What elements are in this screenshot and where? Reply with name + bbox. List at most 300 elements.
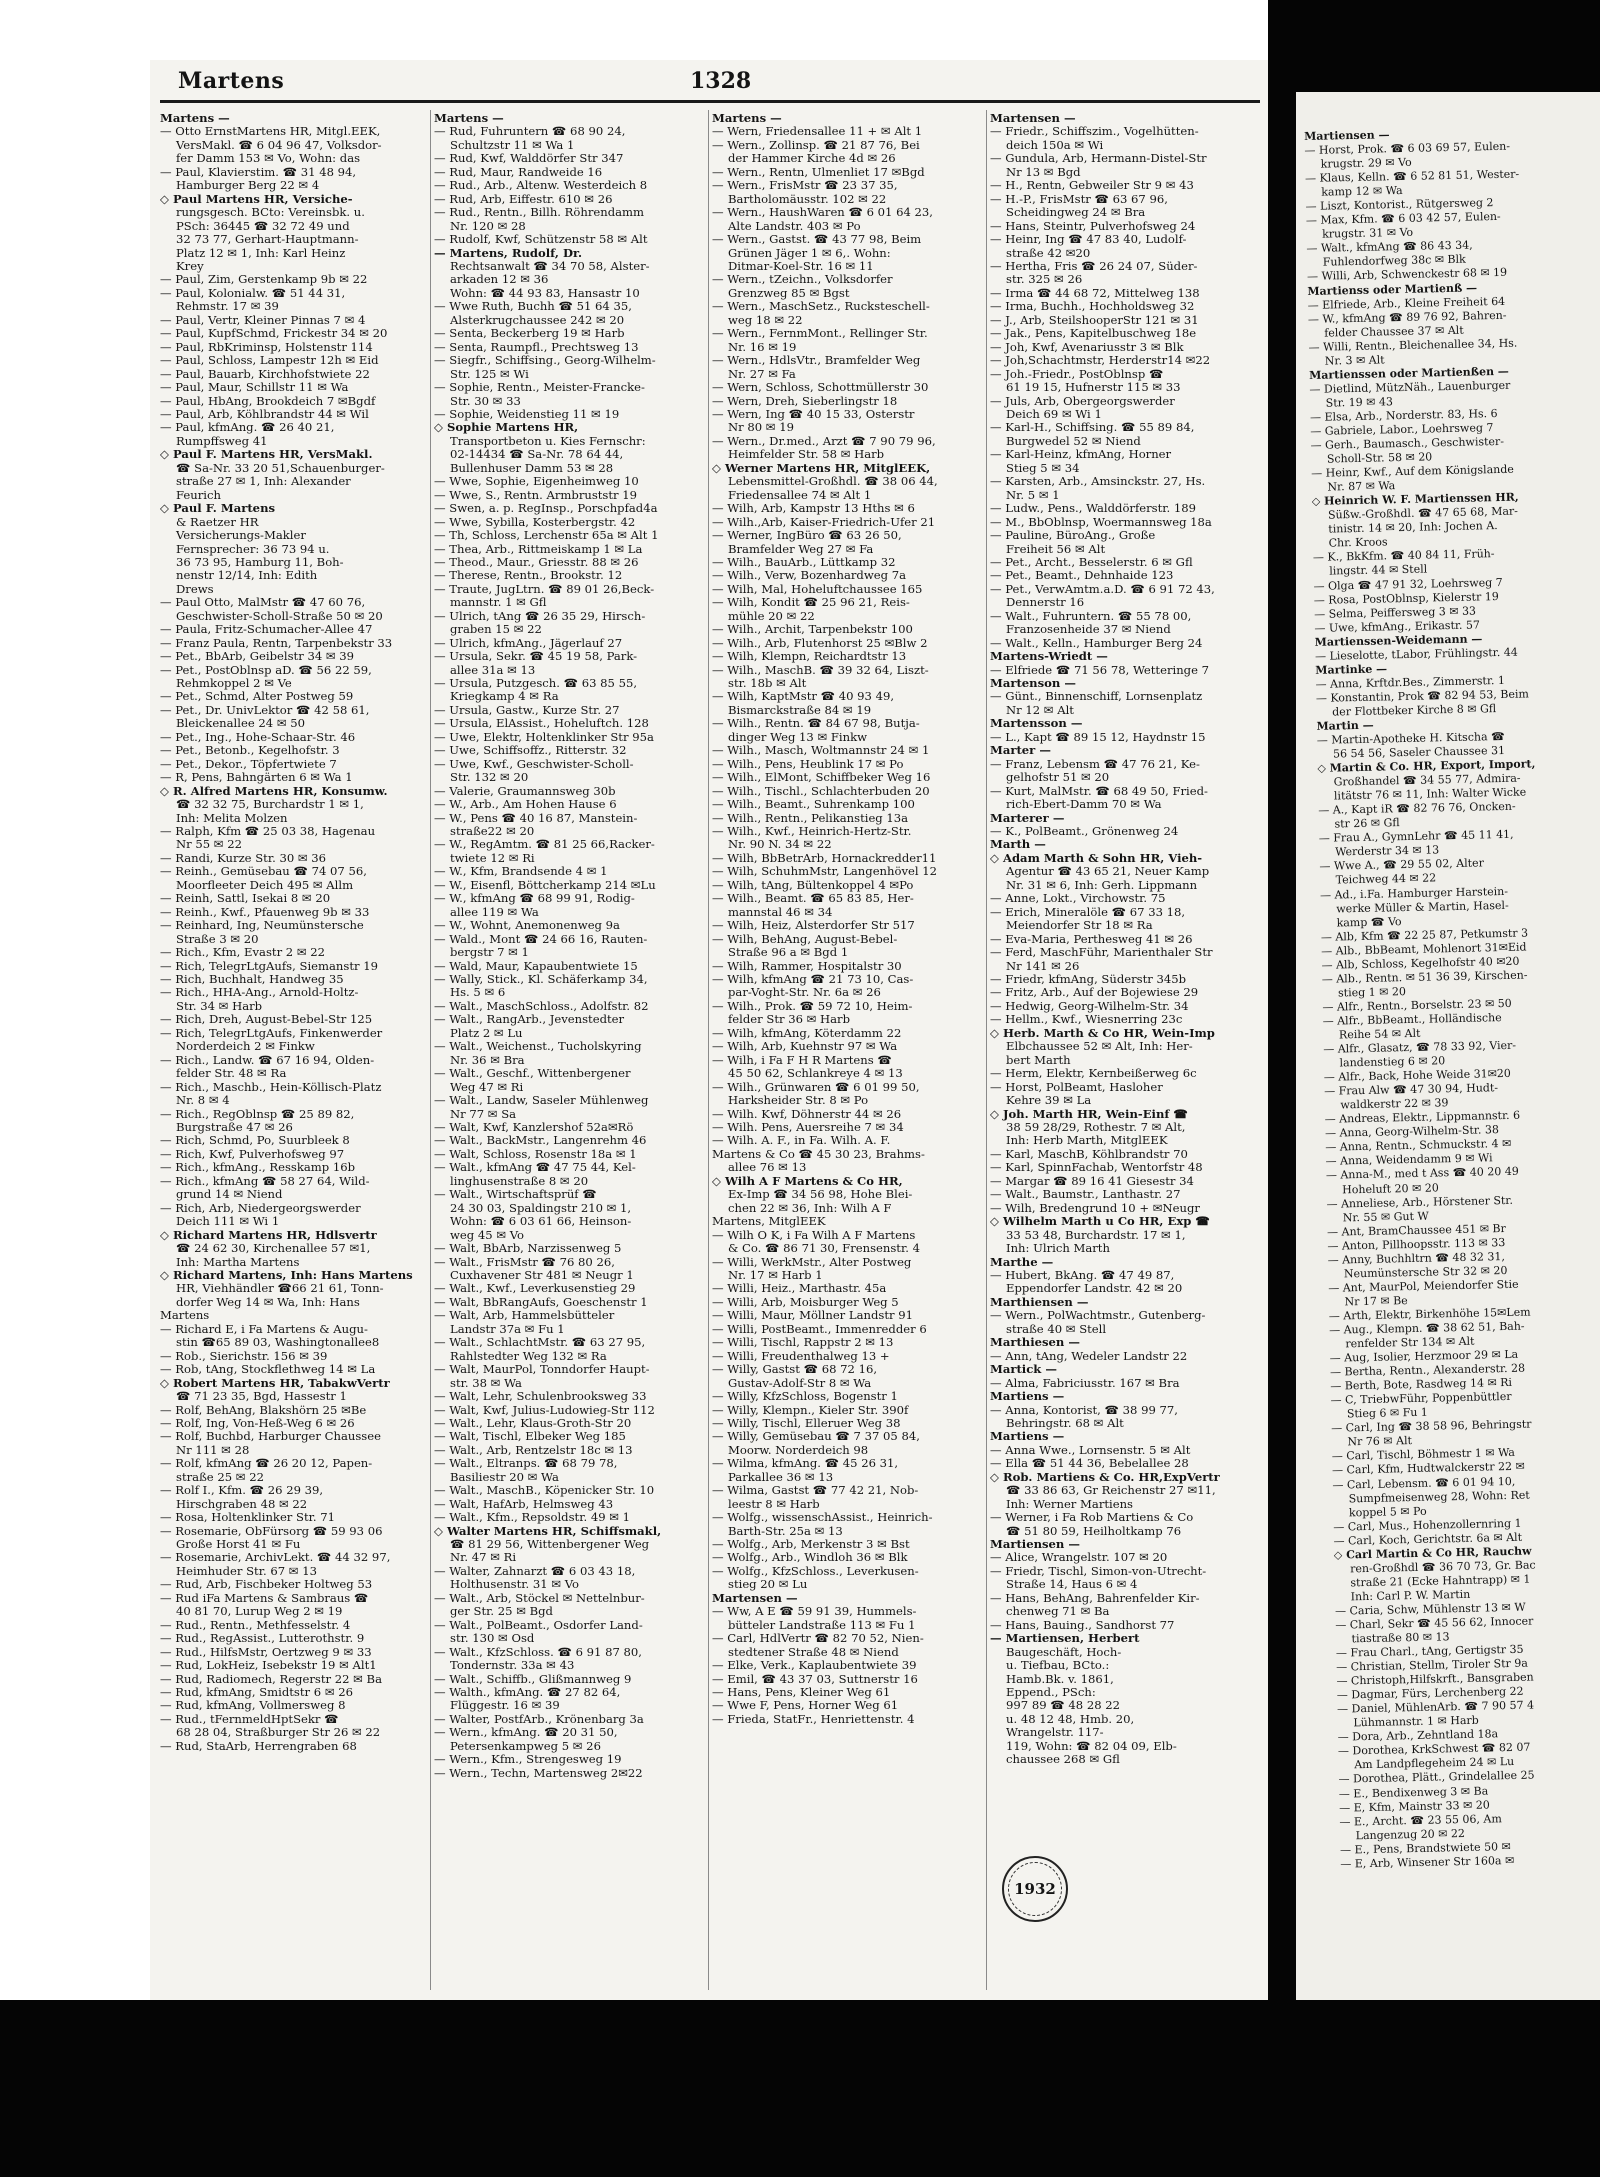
right-page-entry-line: landenstieg 6 ✉ 20	[1339, 1054, 1446, 1070]
directory-entry-line: str. 38 ✉ Wa	[450, 1376, 522, 1390]
right-page-entry-line: — Uwe, kfmAng., Erikastr. 57	[1314, 618, 1481, 635]
directory-entry-line: — Paul, Bauarb, Kirchhofstwiete 22	[160, 367, 370, 381]
directory-entry-line: Gustav-Adolf-Str 8 ✉ Wa	[728, 1376, 872, 1390]
right-page-entry-line: Martienssen oder Martienßen —	[1309, 364, 1509, 382]
directory-entry-line: Nr. 5 ✉ 1	[1006, 488, 1060, 502]
directory-entry-line: — Traute, JugLtrn. ☎ 89 01 26,Beck-	[434, 582, 655, 596]
directory-entry-line: — Karl-H., Schiffsing. ☎ 55 89 84,	[990, 421, 1195, 435]
right-page-entry-line: lingstr. 44 ✉ Stell	[1329, 562, 1428, 579]
directory-entry-line: — Rolf, Buchbd, Harburger Chaussee	[160, 1430, 381, 1444]
directory-entry-line: — Walt., BackMstr., Langenrehm 46	[434, 1134, 647, 1148]
directory-entry-line: — Paul, RbKriminsp, Holstenstr 114	[160, 340, 373, 354]
directory-entry-line: — Walt., MaschB., Köpenicker Str. 10	[434, 1484, 655, 1498]
directory-entry-line: — Walt, Arb, Hammelsbütteler	[434, 1309, 615, 1323]
directory-entry-line: — Pet., Dekor., Töpfertwiete 7	[160, 757, 337, 771]
directory-entry-line: — Wilh O K, i Fa Wilh A F Martens	[712, 1228, 916, 1242]
directory-entry-line: — Wern, Schloss, Schottmüllerstr 30	[712, 381, 929, 395]
directory-entry-line: — Hertha, Fris ☎ 26 24 07, Süder-	[990, 259, 1198, 273]
right-page-entry-line: Martienssen-Weidemann —	[1314, 632, 1483, 649]
right-page-entry-line: — Ant, MaurPol, Meiendorfer Stie	[1328, 1277, 1519, 1295]
directory-entry-line: — Joh,Schachtmstr, Herderstr14 ✉22	[990, 354, 1211, 368]
directory-entry-line: weg 45 ✉ Vo	[450, 1228, 525, 1242]
right-page-entry-line: — Martin-Apotheke H. Kitscha ☎	[1316, 729, 1505, 747]
right-page-entry-line: Chr. Kroos	[1328, 535, 1388, 550]
directory-entry-line: ☎ 71 23 35, Bgd, Hassestr 1	[176, 1390, 347, 1404]
directory-entry-line: Hirschgraben 48 ✉ 22	[176, 1497, 308, 1511]
directory-entry-line: — Paul, Kolonialw. ☎ 51 44 31,	[160, 286, 346, 300]
directory-entry-line: — L., Kapt ☎ 89 15 12, Haydnstr 15	[990, 730, 1206, 744]
directory-entry-line: ☎ 33 86 63, Gr Reichenstr 27 ✉11,	[1006, 1484, 1216, 1498]
directory-entry-line: — Wald., Mont ☎ 24 66 16, Rauten-	[434, 932, 648, 946]
directory-entry-line: — Walt., Arb, Stöckel ✉ Nettelnbur-	[434, 1591, 645, 1605]
directory-entry-line: Harksheider Str. 8 ✉ Po	[728, 1094, 869, 1108]
directory-entry-line: ◇ Richard Martens HR, Hdlsvertr	[160, 1228, 377, 1242]
right-page-entry-line: — Charl, Sekr ☎ 45 56 62, Innocer	[1335, 1614, 1534, 1632]
directory-entry-line: — R, Pens, Bahngärten 6 ✉ Wa 1	[160, 771, 353, 785]
directory-entry-line: — Wilh, Rammer, Hospitalstr 30	[712, 959, 902, 973]
directory-entry-line: Geschwister-Scholl-Straße 50 ✉ 20	[176, 609, 383, 623]
directory-entry-line: Inh: Melita Molzen	[176, 811, 288, 825]
right-page-entry-line: — Frau A., GymnLehr ☎ 45 11 41,	[1318, 828, 1514, 846]
directory-entry-line: — Walt., Lehr, Klaus-Groth-Str 20	[434, 1416, 632, 1430]
directory-entry-line: stedtener Straße 48 ✉ Niend	[728, 1645, 899, 1659]
directory-entry-line: Holthusenstr. 31 ✉ Vo	[450, 1578, 580, 1592]
directory-entry-line: — Wern., MaschSetz., Rucksteschell-	[712, 300, 930, 314]
directory-entry-line: — Th, Schloss, Lerchenstr 65a ✉ Alt 1	[434, 529, 659, 543]
right-page-entry-line: Teichweg 44 ✉ 22	[1335, 871, 1437, 887]
directory-entry-line: Grenzweg 85 ✉ Bgst	[728, 286, 850, 300]
directory-entry-line: — Pet., Schmd, Alter Postweg 59	[160, 690, 354, 704]
directory-entry-line: — Rolf, Ing, Von-Heß-Weg 6 ✉ 26	[160, 1416, 355, 1430]
directory-entry-line: — J., Arb, SteilshooperStr 121 ✉ 31	[990, 313, 1199, 327]
directory-entry-line: Straße 14, Haus 6 ✉ 4	[1006, 1578, 1138, 1592]
right-page-entry-line: krugstr. 29 ✉ Vo	[1320, 155, 1412, 171]
directory-entry-line: — Martens, Rudolf, Dr.	[434, 246, 583, 260]
right-page-entry-line: — Andreas, Elektr., Lippmannstr. 6	[1324, 1108, 1521, 1127]
directory-entry-line: straße22 ✉ 20	[450, 825, 535, 839]
directory-entry-line: — Rosemarie, ArchivLekt. ☎ 44 32 97,	[160, 1551, 391, 1565]
directory-entry-line: — Rud, kfmAng, Vollmersweg 8	[160, 1699, 346, 1713]
directory-entry-line: — W., kfmAng ☎ 68 99 91, Rodig-	[434, 892, 635, 906]
right-page-entry-line: — Frau Alw ☎ 47 30 94, Hudt-	[1324, 1081, 1499, 1098]
anniversary-seal	[1002, 1856, 1068, 1922]
directory-entry-line: Platz 2 ✉ Lu	[450, 1026, 523, 1040]
right-page-entry-line: krugstr. 31 ✉ Vo	[1322, 226, 1414, 241]
directory-entry-line: ◇ Adam Marth & Sohn HR, Vieh-	[990, 851, 1203, 865]
right-page-entry-line: Inh: Carl P. W. Martin	[1350, 1587, 1471, 1604]
directory-entry-line: — Werner, i Fa Rob Martiens & Co	[990, 1511, 1194, 1525]
right-page-entry-line: — Alb, Kfm ☎ 22 25 87, Petkumstr 3	[1320, 926, 1529, 944]
directory-entry-line: — Eva-Maria, Perthesweg 41 ✉ 26	[990, 932, 1193, 946]
directory-entry-line: Straße 96 a ✉ Bgd 1	[728, 946, 849, 960]
right-page-entry-line: Großhandel ☎ 34 55 77, Admira-	[1333, 771, 1521, 789]
directory-entry-line: — Willi, Freudenthalweg 13 +	[712, 1349, 890, 1363]
right-page-entry-line: — Alb., BbBeamt, Mohlenort 31✉Eid	[1321, 940, 1527, 958]
directory-entry-line: — Willy, Gastst ☎ 68 72 16,	[712, 1363, 878, 1377]
directory-entry-line: — Rich., Maschb., Hein-Köllisch-Platz	[160, 1080, 382, 1094]
directory-entry-line: — Pet., PostOblnsp aD. ☎ 56 22 59,	[160, 663, 372, 677]
directory-entry-line: — Rud., RegAssist., Lutterothstr. 9	[160, 1632, 365, 1646]
directory-entry-line: — Paul, KupfSchmd, Frickestr 34 ✉ 20	[160, 327, 388, 341]
right-page-entry-line: ren-Großhdl ☎ 36 70 73, Gr. Bac	[1350, 1558, 1536, 1576]
directory-entry-line: — Rud., Rentn., Billh. Röhrendamm	[434, 206, 645, 220]
directory-entry-line: — Hans, BehAng, Bahrenfelder Kir-	[990, 1591, 1200, 1605]
directory-entry-line: — Ralph, Kfm ☎ 25 03 38, Hagenau	[160, 825, 376, 839]
directory-entry-line: — Walt., KfzSchloss. ☎ 6 91 87 80,	[434, 1645, 642, 1659]
directory-entry-line: — Paul, Klavierstim. ☎ 31 48 94,	[160, 165, 357, 179]
directory-entry-line: fer Damm 153 ✉ Vo, Wohn: das	[176, 152, 361, 166]
right-page-entry-line: — Willi, Rentn., Bleichenallee 34, Hs.	[1308, 336, 1518, 354]
directory-entry-line: ☎ 51 80 59, Heilholtkamp 76	[1006, 1524, 1182, 1538]
directory-entry-line: — Willi, Arb, Moisburger Weg 5	[712, 1295, 899, 1309]
right-page-entry-line: Sumpfmeisenweg 28, Wohn: Ret	[1348, 1488, 1530, 1505]
directory-entry-line: — Walt., FrisMstr ☎ 76 80 26,	[434, 1255, 615, 1269]
directory-entry-line: — Walt, Kwf, Kanzlershof 52a✉Rö	[434, 1120, 634, 1134]
directory-entry-line: — Therese, Rentn., Brookstr. 12	[434, 569, 623, 583]
directory-entry-line: — Hans, Steintr, Pulverhofsweg 24	[990, 219, 1196, 233]
directory-entry-line: — Wald, Maur, Kapaubentwiete 15	[434, 959, 638, 973]
directory-entry-line: ☎ 24 62 30, Kirchenallee 57 ✉1,	[176, 1242, 371, 1256]
directory-entry-line: Martens —	[434, 112, 504, 125]
right-page-entry-line: — A., Kapt iR ☎ 82 76 76, Oncken-	[1318, 799, 1516, 818]
directory-entry-line: Marthiesen —	[990, 1336, 1080, 1350]
directory-entry-line: Nr 77 ✉ Sa	[450, 1107, 517, 1121]
directory-entry-line: — Willy, Klempn., Kieler Str. 390f	[712, 1403, 909, 1417]
directory-entry-line: — Reinh, Sattl, Isekai 8 ✉ 20	[160, 892, 331, 906]
directory-entry-line: — Walt, Schloss, Rosenstr 18a ✉ 1	[434, 1147, 637, 1161]
right-page-entry-line: Martiensen —	[1304, 128, 1390, 143]
directory-entry-line: — Elke, Verk., Kaplaubentwiete 39	[712, 1659, 917, 1673]
directory-entry-line: Martensen —	[990, 112, 1076, 125]
directory-entry-line: — Walt., RangArb., Jevenstedter	[434, 1013, 625, 1027]
directory-entry-line: — Wilh., Archit, Tarpenbekstr 100	[712, 623, 913, 637]
directory-entry-line: — Wilh, kfmAng ☎ 21 73 10, Cas-	[712, 973, 914, 986]
right-page-entry-line: Martinke —	[1315, 662, 1388, 677]
directory-entry-line: — Rolf, kfmAng ☎ 26 20 12, Papen-	[160, 1457, 373, 1471]
directory-entry-line: — Rich, TelegrLtgAufs, Finkenwerder	[160, 1026, 383, 1040]
directory-entry-line: — Rud, LokHeiz, Isebekstr 19 ✉ Alt1	[160, 1659, 377, 1673]
directory-entry-line: — Rud, Fuhruntern ☎ 68 90 24,	[434, 125, 626, 139]
directory-entry-line: — Jak., Pens, Kapitelbuschweg 18e	[990, 327, 1197, 341]
directory-entry-line: Flüggestr. 16 ✉ 39	[450, 1699, 560, 1713]
directory-entry-line: — Rud, StaArb, Herrengraben 68	[160, 1739, 357, 1753]
directory-entry-line: — Wilma, Gastst ☎ 77 42 21, Nob-	[712, 1484, 919, 1498]
directory-entry-line: — Rich, TelegrLtgAufs, Siemanstr 19	[160, 959, 378, 973]
directory-entry-line: bütteler Landstraße 113 ✉ Fu 1	[728, 1618, 916, 1632]
directory-entry-line: — Walt, BbRangAufs, Goeschenstr 1	[434, 1295, 648, 1309]
directory-entry-line: allee 76 ✉ 13	[728, 1161, 807, 1175]
right-page-entry-line: — Carl, Lebensm. ☎ 6 01 94 10,	[1332, 1474, 1516, 1492]
directory-entry-line: — Pauline, BüroAng., Große	[990, 529, 1156, 543]
directory-entry-line: — Hans, Pens, Kleiner Weg 61	[712, 1686, 891, 1700]
directory-entry-line: Elbchaussee 52 ✉ Alt, Inh: Her-	[1006, 1040, 1193, 1054]
directory-entry-line: Bleickenallee 24 ✉ 50	[176, 717, 305, 731]
directory-entry-line: — Rud, Arb, Eiffestr. 610 ✉ 26	[434, 192, 613, 206]
right-page-entry-line: — Alfr., Glasatz, ☎ 78 33 92, Vier-	[1323, 1038, 1517, 1056]
directory-entry-line: — Rolf I., Kfm. ☎ 26 29 39,	[160, 1484, 324, 1498]
right-page-entry-line: — Anna, Krftdr.Bes., Zimmerstr. 1	[1315, 673, 1506, 691]
directory-entry-line: Inh: Martha Martens	[176, 1255, 300, 1269]
right-page-entry-line: — Ant, BramChaussee 451 ✉ Br	[1326, 1221, 1506, 1239]
directory-entry-line: — Walt., kfmAng ☎ 47 75 44, Kel-	[434, 1161, 636, 1175]
directory-entry-line: — W., Kfm, Brandsende 4 ✉ 1	[434, 865, 608, 879]
directory-entry-line: — Wilh, tAng, Bültenkoppel 4 ✉Po	[712, 878, 914, 892]
directory-entry-line: — Wilh., Kwf., Heinrich-Hertz-Str.	[712, 825, 912, 839]
directory-entry-line: Krey	[176, 259, 204, 273]
directory-entry-line: — Frieda, StatFr., Henriettenstr. 4	[712, 1712, 915, 1726]
directory-entry-line: — Wilh, Mal, Hoheluftchaussee 165	[712, 582, 923, 596]
directory-entry-line: Nr 55 ✉ 22	[176, 838, 242, 852]
directory-entry-line: — Hellm., Kwf., Wiesnerring 23c	[990, 1013, 1183, 1027]
directory-entry-line: — Fritz, Arb., Auf der Bojewiese 29	[990, 986, 1199, 1000]
directory-entry-line: — Walt, Tischl, Elbeker Weg 185	[434, 1430, 626, 1444]
right-page-entry-line: — Carl, Ing ☎ 38 58 96, Behringstr	[1331, 1417, 1532, 1436]
directory-entry-line: — Wilh. Kwf, Döhnerstr 44 ✉ 26	[712, 1107, 902, 1121]
page-number: 1328	[690, 68, 752, 94]
directory-entry-line: Martens & Co ☎ 45 30 23, Brahms-	[712, 1147, 925, 1161]
directory-entry-line: — Otto ErnstMartens HR, Mitgl.EEK,	[160, 125, 381, 139]
book-gutter	[1268, 60, 1296, 2020]
right-page-entry-line: — Alfr., BbBeamt., Holländische	[1322, 1011, 1502, 1028]
directory-entry-line: — Paula, Fritz-Schumacher-Allee 47	[160, 623, 373, 637]
directory-entry-line: — Walt., Fuhruntern. ☎ 55 78 00,	[990, 609, 1192, 623]
directory-entry-line: — M., BbOblnsp, Woermannsweg 18a	[990, 515, 1212, 529]
directory-entry-line: felder Str 36 ✉ Harb	[728, 1013, 851, 1027]
seal-year: 1932	[1014, 1880, 1056, 1898]
right-page-entry-line: tiastraße 80 ✉ 13	[1351, 1630, 1450, 1646]
directory-entry-line: — Werner, IngBüro ☎ 63 26 50,	[712, 529, 902, 543]
directory-entry-line: — Wilh., Arb, Flutenhorst 25 ✉Blw 2	[712, 636, 928, 650]
directory-entry-line: — Franz, Lebensm ☎ 47 76 21, Ke-	[990, 757, 1200, 771]
right-page-entry-line: — Alfr., Rentn., Borselstr. 23 ✉ 50	[1322, 996, 1512, 1014]
right-page-entry-line: Stieg 6 ✉ Fu 1	[1346, 1405, 1428, 1421]
column-divider	[430, 110, 431, 1990]
directory-entry-line: — Rosa, Holtenklinker Str. 71	[160, 1511, 336, 1525]
directory-entry-line: — Siegfr., Schiffsing., Georg-Wilhelm-	[434, 354, 656, 368]
directory-entry-line: — Wilh, Bredengrund 10 + ✉Neugr	[990, 1201, 1200, 1215]
directory-entry-line: — Wilh, Kondit ☎ 25 96 21, Reis-	[712, 596, 910, 610]
directory-entry-line: Str. 30 ✉ 33	[450, 394, 521, 408]
directory-entry-line: Eppendorfer Landstr. 42 ✉ 20	[1006, 1282, 1183, 1296]
directory-entry-line: — Wilma, kfmAng. ☎ 45 26 31,	[712, 1457, 899, 1471]
directory-entry-line: — Wilh., Pens, Heublink 17 ✉ Po	[712, 757, 904, 771]
directory-entry-line: — Wern., Rentn, Ulmenliet 17 ✉Bgd	[712, 165, 925, 179]
directory-entry-line: — Karsten, Arb., Amsinckstr. 27, Hs.	[990, 475, 1206, 489]
directory-entry-line: Str. 34 ✉ Harb	[176, 999, 263, 1013]
directory-entry-line: — Thea, Arb., Rittmeiskamp 1 ✉ La	[434, 542, 643, 556]
directory-entry-line: ◇ Rob. Martiens & Co. HR,ExpVertr	[990, 1470, 1220, 1484]
directory-entry-line: — Wern., Kfm., Strengesweg 19	[434, 1753, 622, 1767]
right-page-entry-line: — Klaus, Kelln. ☎ 6 52 81 51, Wester-	[1304, 167, 1520, 186]
directory-entry-line: Feurich	[176, 488, 221, 502]
right-page-entry-line: — Anna-M., med t Ass ☎ 40 20 49	[1325, 1165, 1519, 1183]
directory-entry-line: Inh: Herb Marth, MitglEEK	[1006, 1134, 1168, 1148]
directory-entry-line: — Wern., FrisMstr ☎ 23 37 35,	[712, 179, 898, 193]
directory-entry-line: — Wern., tZeichn., Volksdorfer	[712, 273, 893, 287]
directory-entry-line: Lebensmittel-Großhdl. ☎ 38 06 44,	[728, 475, 938, 489]
directory-entry-line: allee 119 ✉ Wa	[450, 905, 539, 919]
directory-entry-line: — Rob., Sierichstr. 156 ✉ 39	[160, 1349, 328, 1363]
right-page-entry-line: — Alb., Rentn. ✉ 51 36 39, Kirschen-	[1321, 968, 1528, 986]
directory-entry-line: — Rud, Kwf, Walddörfer Str 347	[434, 152, 624, 166]
directory-entry-line: Versicherungs-Makler	[176, 529, 306, 543]
directory-entry-line: — Walt, HafArb, Helmsweg 43	[434, 1497, 614, 1511]
right-page-entry-line: Nr 17 ✉ Be	[1344, 1293, 1408, 1309]
right-page-entry-line: — Bertha, Rentn., Alexanderstr. 28	[1329, 1361, 1526, 1379]
directory-entry-line: — Kurt, MalMstr. ☎ 68 49 50, Fried-	[990, 784, 1208, 798]
directory-entry-line: mühle 20 ✉ 22	[728, 609, 815, 623]
directory-entry-line: — Walt., Eltranps. ☎ 68 79 78,	[434, 1457, 618, 1471]
directory-entry-line: & Raetzer HR	[176, 515, 259, 529]
directory-entry-line: Heimhuder Str. 67 ✉ 13	[176, 1564, 317, 1578]
directory-entry-line: Wohn: ☎ 44 93 83, Hansastr 10	[450, 286, 640, 300]
right-page-entry-line: — Liszt, Kontorist., Rütgersweg 2	[1305, 196, 1494, 214]
right-page-entry-line: — E, Arb, Winsener Str 160a ✉	[1340, 1853, 1515, 1871]
directory-entry-line: — Rosemarie, ObFürsorg ☎ 59 93 06	[160, 1524, 383, 1538]
right-page-entry-line: Süßw.-Großhdl. ☎ 47 65 68, Mar-	[1327, 504, 1519, 522]
directory-column-2	[434, 112, 702, 1992]
directory-entry-line: Nr. 27 ✉ Fa	[728, 367, 796, 381]
directory-entry-line: — Walth., kfmAng. ☎ 27 82 64,	[434, 1686, 621, 1700]
directory-entry-line: — Wolfg., Arb., Windloh 36 ✉ Blk	[712, 1551, 908, 1565]
directory-entry-line: — Pet., BbArb, Geibelstr 34 ✉ 39	[160, 650, 355, 664]
directory-entry-line: — Wilh., MaschB. ☎ 39 32 64, Liszt-	[712, 663, 929, 677]
directory-entry-line: str. 130 ✉ Osd	[450, 1632, 535, 1646]
directory-entry-line: chaussee 268 ✉ Gfl	[1006, 1753, 1120, 1767]
directory-entry-line: — Wilh., Tischl., Schlachterbuden 20	[712, 784, 930, 798]
directory-entry-line: — Rud, Arb, Fischbeker Holtweg 53	[160, 1578, 373, 1592]
right-page-entry-line: — E, Kfm, Mainstr 33 ✉ 20	[1339, 1798, 1490, 1815]
directory-entry-line: — Wern., Zollinsp. ☎ 21 87 76, Bei	[712, 138, 920, 152]
directory-entry-line: weg 18 ✉ 22	[728, 313, 803, 327]
directory-entry-line: Nr 13 ✉ Bgd	[1006, 165, 1081, 179]
directory-entry-line: Norderdeich 2 ✉ Finkw	[176, 1040, 315, 1054]
right-page-entry-line: waldkerstr 22 ✉ 39	[1340, 1096, 1449, 1112]
directory-entry-line: deich 150a ✉ Wi	[1006, 138, 1104, 152]
directory-entry-line: — Wolfg., Arb, Merkenstr 3 ✉ Bst	[712, 1538, 910, 1552]
directory-entry-line: — Wern., HdlsVtr., Bramfelder Weg	[712, 354, 921, 368]
directory-entry-line: ☎ Sa-Nr. 33 20 51,Schauenburger-	[176, 461, 385, 475]
directory-entry-line: Petersenkampweg 5 ✉ 26	[450, 1739, 601, 1753]
directory-entry-line: — Anna Wwe., Lornsenstr. 5 ✉ Alt	[990, 1443, 1191, 1457]
directory-entry-line: grund 14 ✉ Niend	[176, 1188, 283, 1202]
directory-entry-line: — Wilh., Beamt., Suhrenkamp 100	[712, 798, 915, 812]
directory-entry-line: — Rich., Landw. ☎ 67 16 94, Olden-	[160, 1053, 375, 1067]
directory-entry-line: VersMakl. ☎ 6 04 96 47, Volksdor-	[176, 138, 382, 152]
directory-entry-line: Hs. 5 ✉ 6	[450, 986, 506, 1000]
directory-entry-line: — Walt., Arb, Rentzelstr 18c ✉ 13	[434, 1443, 633, 1457]
directory-entry-line: mannstal 46 ✉ 34	[728, 905, 833, 919]
directory-entry-line: 24 30 03, Spaldingstr 210 ✉ 1,	[450, 1201, 632, 1215]
directory-entry-line: Große Horst 41 ✉ Fu	[176, 1538, 301, 1552]
directory-entry-line: Moorw. Norderdeich 98	[728, 1443, 869, 1457]
directory-entry-line: Marthiensen —	[990, 1295, 1089, 1309]
directory-entry-line: — Walt., Wirtschaftsprüf ☎	[434, 1188, 597, 1202]
directory-entry-line: — Wilh, BbBetrArb, Hornackredder11	[712, 851, 937, 865]
directory-entry-line: — Rich., HHA-Ang., Arnold-Holtz-	[160, 986, 359, 1000]
directory-entry-line: — Pet., Betonb., Kegelhofstr. 3	[160, 744, 340, 758]
directory-entry-line: — Karl, SpinnFachab, Wentorfstr 48	[990, 1161, 1203, 1175]
directory-entry-line: — Ella ☎ 51 44 36, Bebelallee 28	[990, 1457, 1189, 1471]
right-page-entry-line: Nr. 87 ✉ Wa	[1327, 479, 1396, 494]
directory-entry-line: Bullenhuser Damm 53 ✉ 28	[450, 461, 614, 475]
directory-entry-line: u. Tiefbau, BCto.:	[1006, 1659, 1110, 1673]
right-page-entry-line: — Christian, Stellm, Tiroler Str 9a	[1336, 1656, 1529, 1674]
directory-entry-line: Scheidingweg 24 ✉ Bra	[1006, 206, 1146, 220]
right-page-entry-line: — Lieselotte, tLabor, Frühlingstr. 44	[1314, 645, 1518, 663]
directory-entry-line: Kriegkamp 4 ✉ Ra	[450, 690, 559, 704]
right-page-entry-line: felder Chaussee 37 ✉ Alt	[1324, 323, 1464, 340]
directory-entry-line: Martenson —	[990, 677, 1076, 691]
directory-entry-line: — Wern., Dr.med., Arzt ☎ 7 90 79 96,	[712, 434, 936, 448]
directory-entry-line: — W., Pens ☎ 40 16 87, Manstein-	[434, 811, 638, 825]
directory-entry-line: — Wern., FernmMont., Rellinger Str.	[712, 327, 928, 341]
right-page-entry-line: Lühmannstr. 1 ✉ Harb	[1353, 1713, 1479, 1730]
directory-entry-line: Agentur ☎ 43 65 21, Neuer Kamp	[1006, 865, 1210, 879]
directory-entry-line: Rahlstedter Weg 132 ✉ Ra	[450, 1349, 607, 1363]
directory-entry-line: Wohn: ☎ 6 03 61 66, Heinson-	[450, 1215, 632, 1229]
right-page-entry-line: — Horst, Prok. ☎ 6 03 69 57, Eulen-	[1304, 139, 1511, 158]
directory-entry-line: — Irma, Buchh., Hochholdsweg 32	[990, 300, 1195, 314]
right-page-entry-line: — Arth, Elektr, Birkenhöhe 15✉Lem	[1328, 1305, 1531, 1323]
directory-entry-line: ◇ Paul F. Martens	[160, 502, 276, 516]
directory-entry-line: Grünen Jäger 1 ✉ 6,. Wohn:	[728, 246, 891, 260]
directory-entry-line: Wrangelstr. 117-	[1006, 1726, 1104, 1740]
directory-entry-line: Str. 132 ✉ 20	[450, 771, 529, 785]
directory-entry-line: Marterer —	[990, 811, 1065, 825]
directory-entry-line: dorfer Weg 14 ✉ Wa, Inh: Hans	[176, 1295, 360, 1309]
directory-entry-line: ◇ Joh. Marth HR, Wein-Einf ☎	[990, 1107, 1188, 1121]
scan-border-bottom	[0, 2000, 1600, 2177]
right-page-entry-line: kamp 12 ✉ Wa	[1321, 184, 1403, 199]
directory-entry-line: Eppend., PSch:	[1006, 1686, 1096, 1700]
directory-entry-line: — Swen, a. p. RegInsp., Porschpfad4a	[434, 502, 658, 516]
right-page-entry-line: — Elfriede, Arb., Kleine Freiheit 64	[1307, 294, 1506, 312]
right-page-entry-line: Martienss oder Martienß —	[1307, 280, 1478, 298]
directory-entry-line: — Karl, MaschB, Köhlbrandstr 70	[990, 1147, 1188, 1161]
directory-entry-line: Bismarckstraße 84 ✉ 19	[728, 703, 872, 717]
directory-entry-line: Burgwedel 52 ✉ Niend	[1006, 434, 1141, 448]
right-page-entry-line: — Carl, Kfm, Hudtwalckerstr 22 ✉	[1331, 1460, 1525, 1478]
directory-entry-line: — Wern, Ing ☎ 40 15 33, Osterstr	[712, 407, 915, 421]
right-page-entry-line: Reihe 54 ✉ Alt	[1338, 1026, 1421, 1042]
directory-entry-line: Friedensallee 74 ✉ Alt 1	[728, 488, 872, 502]
directory-entry-line: Ditmar-Koel-Str. 16 ✉ 11	[728, 259, 874, 273]
directory-entry-line: — Wilh, Arb, Kampstr 13 Hths ✉ 6	[712, 502, 915, 516]
directory-entry-line: ☎ 81 29 56, Wittenbergener Weg	[450, 1538, 650, 1552]
directory-entry-line: — Paul, HbAng, Brookdeich 7 ✉Bgdf	[160, 394, 376, 408]
directory-entry-line: — W., Eisenfl, Böttcherkamp 214 ✉Lu	[434, 878, 656, 892]
directory-entry-line: — Walt., Weichenst., Tucholskyring	[434, 1040, 642, 1054]
directory-entry-line: chenweg 71 ✉ Ba	[1006, 1605, 1110, 1619]
directory-entry-line: 40 81 70, Lurup Weg 2 ✉ 19	[176, 1605, 343, 1619]
directory-entry-line: — Rich, Arb, Niedergeorgswerder	[160, 1201, 361, 1215]
directory-entry-line: mannstr. 1 ✉ Gfl	[450, 596, 547, 610]
directory-entry-line: — Willi, PostBeamt., Immenredder 6	[712, 1322, 927, 1336]
right-page-column	[1304, 124, 1600, 1872]
directory-entry-line: 33 53 48, Burchardstr. 17 ✉ 1,	[1006, 1228, 1186, 1242]
directory-entry-line: — Rud., HilfsMstr, Oertzweg 9 ✉ 33	[160, 1645, 372, 1659]
directory-entry-line: — Paul, Schloss, Lampestr 12h ✉ Eid	[160, 354, 379, 368]
directory-entry-line: — Rud iFa Martens & Sambraus ☎	[160, 1591, 369, 1605]
directory-entry-line: 997 89 ☎ 48 28 22	[1006, 1699, 1121, 1713]
directory-entry-line: — Walt., PolBeamt., Osdorfer Land-	[434, 1618, 643, 1632]
directory-entry-line: — Rolf, BehAng, Blakshörn 25 ✉Be	[160, 1403, 367, 1417]
directory-entry-line: — Rich., kfmAng., Resskamp 16b	[160, 1161, 356, 1175]
directory-entry-line: ◇ R. Alfred Martens HR, Konsumw.	[160, 784, 388, 798]
right-page-entry-line: Scholl-Str. 58 ✉ 20	[1326, 450, 1433, 466]
directory-entry-line: Basiliestr 20 ✉ Wa	[450, 1470, 559, 1484]
